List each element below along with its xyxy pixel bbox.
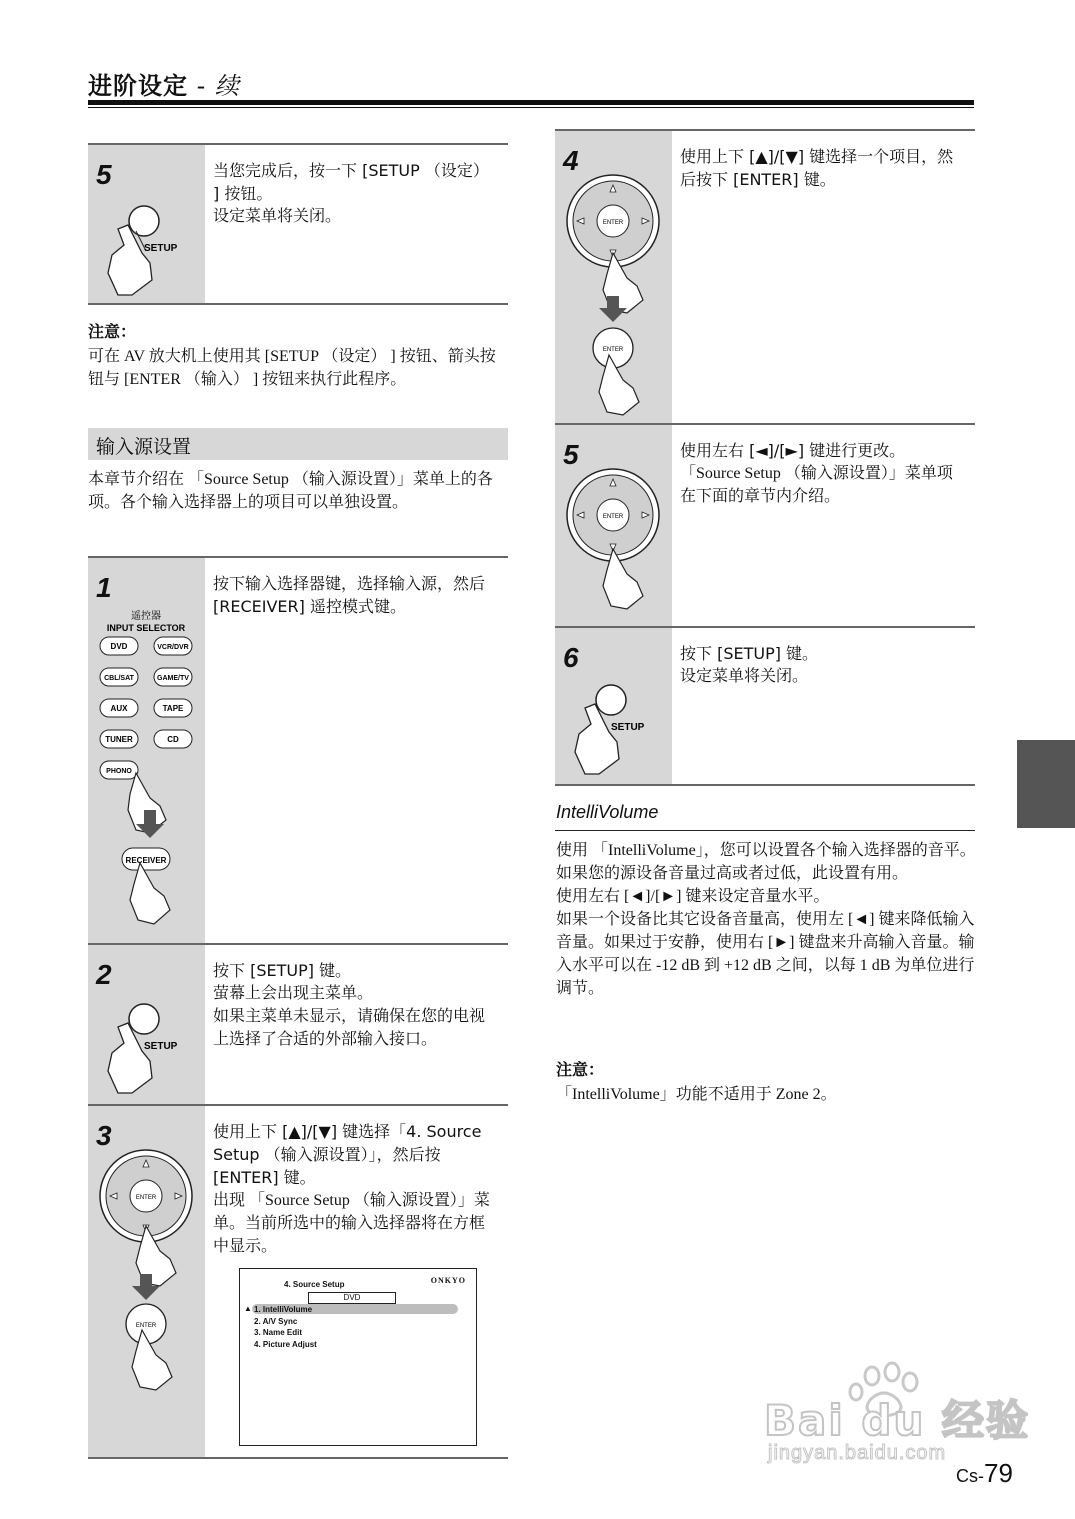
osd-item: 1. IntelliVolume (254, 1305, 313, 1314)
intellivolume-title: IntelliVolume (556, 802, 659, 822)
game-tv-button: GAME/TV (157, 675, 189, 682)
osd-item: 4. Picture Adjust (254, 1339, 317, 1349)
step-line-1: 使用左右 [◄]/[►] 键进行更改。 (680, 441, 906, 460)
step-text (213, 959, 500, 1051)
note-title: 注意： (556, 1060, 605, 1079)
step-line-2: 设定菜单将关闭。 (213, 208, 342, 225)
step-5-setup-close (88, 143, 508, 305)
arrow-pad-enter-icon (88, 1106, 205, 1459)
intellivolume-p3: 如果一个设备比其它设备音量高，使用左 [◄] 键来降低输入音量。如果过于安静，使用右 [►] 键盘来升高输入音量。输入水平可以在 -12 dB 到 +12 dB 之间，以每 1 dB 为单位进行调节。 (556, 911, 975, 997)
step-number: 6 (563, 642, 579, 673)
remote-subtitle: INPUT SELECTOR (106, 623, 186, 633)
step-illustration-panel (88, 1106, 205, 1459)
step-line-1: 使用上下 [▲]/[▼] 键选择「4. Source Setup （输入源设置）」，然后按 [ENTER] 键。 (213, 1122, 482, 1187)
cbl-sat-button: CBL/SAT (104, 675, 134, 682)
svg-text:ENTER: ENTER (135, 1323, 157, 1329)
step-6-setup-close (555, 626, 975, 786)
step-number: 4 (563, 145, 579, 176)
step-line-2: 萤幕上会出现主菜单。 (213, 985, 374, 1002)
receiver-button: RECEIVER (125, 856, 167, 865)
section-heading-bar (88, 428, 508, 460)
dvd-button: DVD (110, 642, 128, 651)
note-left (88, 320, 508, 391)
step-line-1: 按下 [SETUP] 键。 (213, 961, 352, 980)
remote-title: 遥控器 (131, 611, 161, 622)
osd-item: 3. Name Edit (254, 1328, 303, 1337)
header-rule-thick (88, 100, 974, 105)
step-3-source-setup (88, 1104, 508, 1459)
header-title: 进阶设定 (88, 72, 188, 100)
page-number (956, 1458, 1013, 1489)
step-number: 5 (96, 159, 112, 190)
page-header-title (88, 66, 240, 101)
osd-source-setup-screen (239, 1268, 477, 1446)
divider (88, 1457, 508, 1459)
divider (88, 303, 508, 305)
section-title: 输入源设置 (96, 436, 192, 458)
section-rule (555, 830, 975, 831)
osd-title: 4. Source Setup (284, 1280, 345, 1289)
step-line-1: 当您完成后，按一下 [SETUP （设定） ] 按钮。 (213, 161, 489, 203)
step-line-2: 设定菜单将关闭。 (680, 668, 809, 685)
cd-button: CD (167, 735, 179, 744)
header-continued: 续 (214, 72, 240, 100)
watermark-brand: Bai du 经验 (764, 1396, 1030, 1445)
osd-menu-list (254, 1304, 317, 1350)
step-number: 1 (96, 572, 112, 603)
step-5-change-value (555, 423, 975, 628)
osd-updown-icon: ▲ (244, 1304, 252, 1313)
remote-input-selector-icon (88, 558, 205, 945)
header-rule-thin (88, 107, 974, 108)
note-right (556, 1058, 976, 1106)
step-text (680, 439, 967, 508)
osd-brand: ONKYO (430, 1276, 466, 1285)
tuner-button: TUNER (105, 735, 133, 744)
aux-button: AUX (110, 704, 128, 713)
enter-label: ENTER (602, 514, 624, 520)
setup-label: SETUP (144, 243, 178, 254)
step-line-3: 如果主菜单未显示，请确保在您的电视上选择了合适的外部输入接口。 (213, 1008, 486, 1048)
osd-item: 2. A/V Sync (254, 1316, 298, 1326)
divider (555, 784, 975, 786)
intellivolume-p2: 使用左右 [◄]/[►] 键来设定音量水平。 (556, 888, 830, 905)
vcr-dvr-button: VCR/DVR (157, 644, 189, 651)
step-number: 3 (96, 1120, 112, 1151)
osd-input-box: DVD (308, 1292, 396, 1304)
setup-label: SETUP (144, 1041, 178, 1052)
intellivolume-p1: 使用 「IntelliVolume」，您可以设置各个输入选择器的音平。如果您的源设备音量过高或者过低，此设置有用。 (556, 842, 976, 882)
enter-label: ENTER (602, 220, 624, 226)
step-text: 按下输入选择器键，选择输入源，然后 [RECEIVER] 遥控模式键。 (213, 574, 486, 616)
step-number: 2 (96, 959, 112, 990)
section-intro: 本章节介绍在 「Source Setup （输入源设置）」菜单上的各项。各个输入选择器上的项目可以单独设置。 (88, 471, 493, 511)
step-text (213, 1120, 500, 1258)
watermark-url: jingyan.baidu.com (768, 1442, 947, 1464)
step-number: 5 (563, 439, 579, 470)
svg-text:ENTER: ENTER (602, 347, 624, 353)
page-prefix: Cs- (956, 1466, 984, 1486)
step-line-2: 「Source Setup （输入源设置）」菜单项在下面的章节内介绍。 (680, 465, 953, 505)
step-4-select-item (555, 129, 975, 425)
setup-label: SETUP (611, 722, 645, 733)
header-separator: - (188, 72, 215, 100)
chapter-side-tab (1017, 740, 1075, 828)
step-line-1: 按下 [SETUP] 键。 (680, 644, 819, 663)
note-body: 可在 AV 放大机上使用其 [SETUP （设定） ] 按钮、箭头按钮与 [ENTER （输入） ] 按钮来执行此程序。 (88, 348, 496, 388)
phono-button: PHONO (106, 768, 132, 775)
enter-label: ENTER (135, 1195, 157, 1201)
step-illustration-panel (88, 558, 205, 945)
tape-button: TAPE (162, 704, 184, 713)
note-title: 注意： (88, 322, 137, 341)
step-2-press-setup (88, 943, 508, 1106)
page-num: 79 (984, 1458, 1013, 1488)
note-body: 「IntelliVolume」功能不适用于 Zone 2。 (556, 1086, 837, 1103)
step-line-2: 出现 「Source Setup （输入源设置）」菜单。当前所选中的输入选择器将在方框中显示。 (213, 1192, 490, 1255)
step-1-select-input (88, 556, 508, 945)
step-text (680, 642, 967, 688)
intellivolume-body (556, 839, 976, 1000)
step-text: 使用上下 [▲]/[▼] 键选择一个项目，然后按下 [ENTER] 键。 (680, 147, 954, 189)
step-text (213, 159, 500, 228)
